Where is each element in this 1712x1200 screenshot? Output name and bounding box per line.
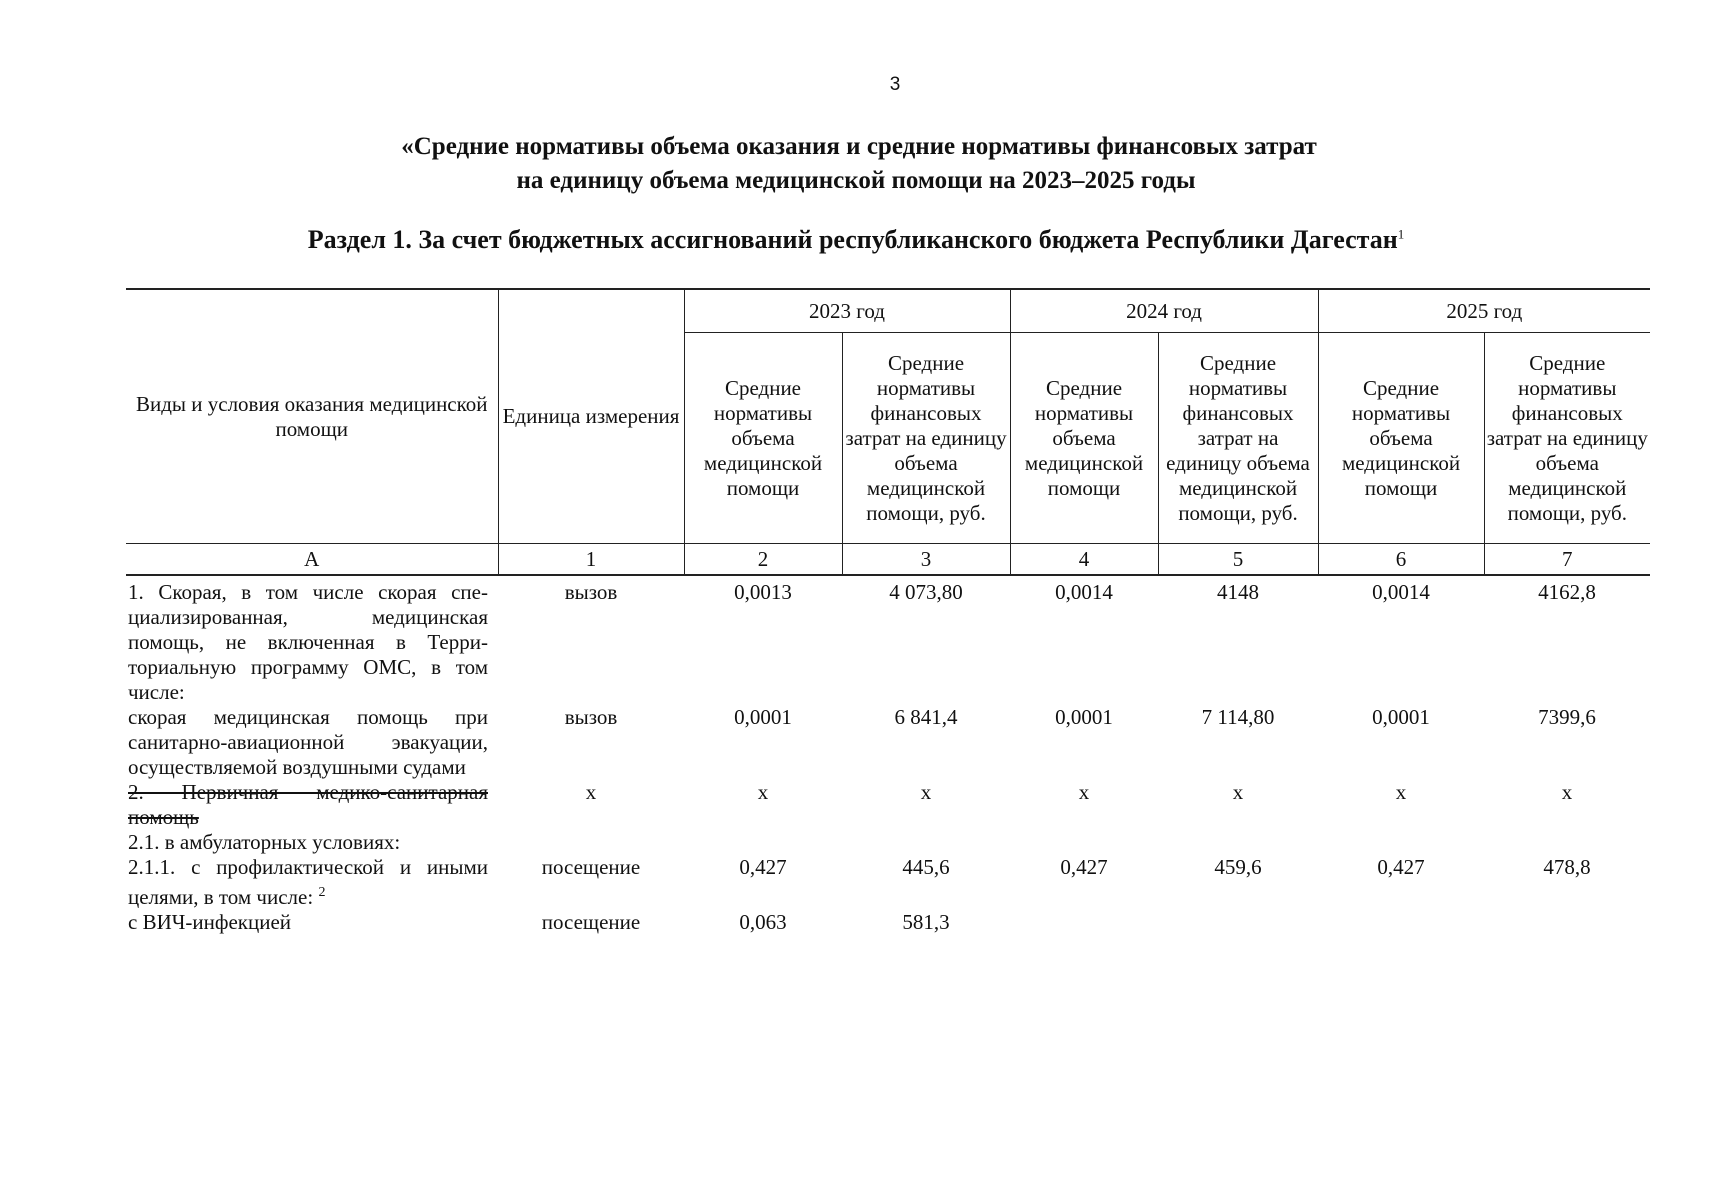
- cost-2025: 4162,8: [1538, 580, 1596, 604]
- table-row: [126, 855, 1650, 910]
- header-kinds: Виды и условия оказания медицинской помощи: [126, 289, 498, 544]
- page-number: 3: [889, 74, 901, 95]
- volume-2023: [684, 830, 842, 855]
- table-row: [126, 780, 1650, 830]
- table-row: [126, 705, 1650, 780]
- header-year-2023: 2023 год: [684, 289, 1010, 333]
- header-volume-2024: Средние нормативы объема медицинской помощи: [1010, 333, 1158, 544]
- header-unit: Единица измерения: [498, 289, 684, 544]
- volume-2025: 0,0014: [1372, 580, 1430, 604]
- column-number: 6: [1318, 544, 1484, 576]
- section-footnote-marker: 1: [1397, 226, 1405, 242]
- row-name-text: 2.1.1. с профилактической и иными целями, в том числе:: [128, 855, 488, 909]
- cost-2024: 4148: [1217, 580, 1260, 604]
- row-name: [126, 780, 498, 830]
- volume-2023: х: [757, 780, 769, 804]
- column-number-row: [126, 544, 1650, 576]
- volume-2023: 0,0013: [734, 580, 792, 604]
- volume-2025: 0,427: [1377, 855, 1425, 879]
- volume-2023: 0,0001: [734, 705, 792, 729]
- footnote-marker: 2: [318, 885, 326, 900]
- column-number: 4: [1010, 544, 1158, 576]
- cost-2023: 581,3: [902, 910, 950, 934]
- column-number: 1: [498, 544, 684, 576]
- row-name-text: 2. Первичная медико-санитарная помощь: [128, 780, 488, 829]
- header-row-years: [126, 289, 1650, 333]
- volume-2024: [1010, 910, 1158, 935]
- row-unit: вызов: [564, 705, 618, 729]
- cost-2024: 459,6: [1214, 855, 1262, 879]
- cost-2025: [1484, 830, 1650, 855]
- section-heading-text: Раздел 1. За счет бюджетных ассигнований республиканского бюджета Республики Дагестан: [307, 225, 1398, 254]
- section-heading: [0, 225, 1712, 255]
- volume-2024: 0,0014: [1055, 580, 1113, 604]
- row-unit: х: [585, 780, 597, 804]
- cost-2025: 7399,6: [1538, 705, 1596, 729]
- cost-2025: 478,8: [1543, 855, 1591, 879]
- volume-2024: 0,0001: [1055, 705, 1113, 729]
- header-year-2024: 2024 год: [1010, 289, 1318, 333]
- header-year-2025: 2025 год: [1318, 289, 1650, 333]
- column-number: 7: [1484, 544, 1650, 576]
- row-name: 1. Скорая, в том числе скорая специализированная, медицинская помощь, не включенная в Территориальную программу ОМС, в том числе:: [128, 580, 488, 704]
- volume-2025: 0,0001: [1372, 705, 1430, 729]
- table-row: [126, 830, 1650, 855]
- volume-2025: х: [1395, 780, 1407, 804]
- cost-2024: [1158, 830, 1318, 855]
- row-name: [126, 855, 498, 910]
- cost-2025: х: [1561, 780, 1573, 804]
- cost-2024: [1158, 910, 1318, 935]
- column-number: А: [126, 544, 498, 576]
- header-cost-2023: Средние нормативы финансовых затрат на единицу объема медицинской помощи, руб.: [842, 333, 1010, 544]
- row-unit: посещение: [541, 910, 641, 934]
- volume-2025: [1318, 830, 1484, 855]
- cost-2024: х: [1232, 780, 1244, 804]
- document-title-line-1: «Средние нормативы объема оказания и средние нормативы финансовых затрат: [401, 133, 1317, 160]
- cost-2023: [842, 830, 1010, 855]
- volume-2023: 0,063: [739, 910, 787, 934]
- header-volume-2025: Средние нормативы объема медицинской помощи: [1318, 333, 1484, 544]
- cost-2025: [1484, 910, 1650, 935]
- column-number: 3: [842, 544, 1010, 576]
- column-number: 5: [1158, 544, 1318, 576]
- table-row: [126, 575, 1650, 705]
- cost-2023: 6 841,4: [894, 705, 958, 729]
- volume-2024: 0,427: [1060, 855, 1108, 879]
- row-unit: посещение: [541, 855, 641, 879]
- volume-2024: [1010, 830, 1158, 855]
- header-volume-2023: Средние нормативы объема медицинской помощи: [684, 333, 842, 544]
- volume-2024: х: [1078, 780, 1090, 804]
- cost-2024: 7 114,80: [1201, 705, 1275, 729]
- cost-2023: 445,6: [902, 855, 950, 879]
- row-name: с ВИЧ-инфекцией: [128, 910, 292, 934]
- norms-table: [126, 288, 1650, 935]
- volume-2023: 0,427: [739, 855, 787, 879]
- cost-2023: 4 073,80: [889, 580, 963, 604]
- column-number: 2: [684, 544, 842, 576]
- cost-2023: х: [920, 780, 932, 804]
- row-name: скорая медицинская помощь при санитарно-авиационной эвакуации, осуществляемой воздушными судами: [128, 705, 488, 779]
- volume-2025: [1318, 910, 1484, 935]
- table-row: [126, 910, 1650, 935]
- row-unit: [498, 830, 684, 855]
- row-unit: вызов: [564, 580, 618, 604]
- row-name: 2.1. в амбулаторных условиях:: [128, 830, 401, 854]
- header-cost-2025: Средние нормативы финансовых затрат на единицу объема медицинской помощи, руб.: [1484, 333, 1650, 544]
- header-cost-2024: Средние нормативы финансовых затрат на единицу объема медицинской помощи, руб.: [1158, 333, 1318, 544]
- document-title-line-2: на единицу объема медицинской помощи на 2023–2025 годы: [516, 167, 1196, 194]
